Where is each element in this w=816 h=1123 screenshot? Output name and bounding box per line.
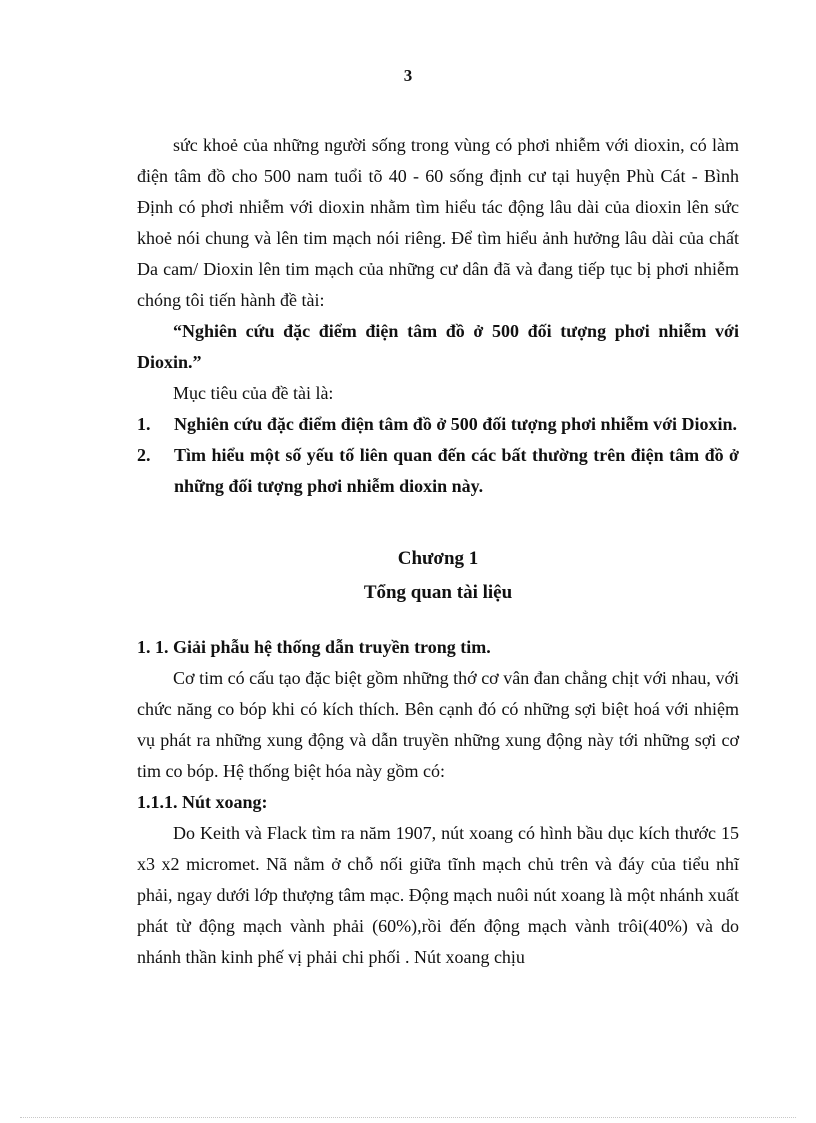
objective-number: 1. [137,414,151,434]
subsection-heading: 1.1.1. Nút xoang: [137,792,268,812]
page-number: 3 [403,66,413,85]
subsection-paragraph: Do Keith và Flack tìm ra năm 1907, nút xoang có hình bầu dục kích thước 15 x3 x2 micromet. Nã nằm ở chỗ nối giữa tĩnh mạch chủ trên và đáy của tiểu nhĩ phải, ngay dưới lớp thượng tâm mạc. Động mạch nuôi nút xoang là một nhánh xuất phát từ động mạch vành phải (60%),rồi đến động mạch vành trôi(40%) và do nhánh thần kinh phế vị phải chi phối . Nút xoang chịu [137,823,739,967]
section-paragraph: Cơ tim có cấu tạo đặc biệt gồm những thớ cơ vân đan chẳng chịt với nhau, với chức năng co bóp khi có kích thích. Bên cạnh đó có những sợi biệt hoá với nhiệm vụ phát ra những xung động và dẫn truyền những xung động này tới những sợi cơ tim co bóp. Hệ thống biệt hóa này gồm có: [137,668,739,781]
intro-paragraph: sức khoẻ của những người sống trong vùng có phơi nhiễm với dioxin, có làm điện tâm đồ cho 500 nam tuổi tõ 40 - 60 sống định cư tại huyện Phù Cát - Bình Định có phơi nhiễm với dioxin nhằm tìm hiểu tác động lâu dài của dioxin lên sức khoẻ nói chung và lên tim mạch nói riêng. Để tìm hiểu ảnh hưởng lâu dài của chất Da cam/ Dioxin lên tim mạch của những cư dân đã và đang tiếp tục bị phơi nhiễm chóng tôi tiến hành đề tài: [137,135,739,310]
objective-item [137,440,739,502]
chapter-number: Chương 1 [397,548,479,569]
objective-text: Tìm hiểu một số yếu tố liên quan đến các bất thường trên điện tâm đồ ở những đối tượng phơi nhiễm dioxin này. [174,445,739,496]
objective-item [137,409,739,440]
page-bottom-divider [20,1117,796,1118]
objectives-label: Mục tiêu của đề tài là: [173,383,334,403]
page-body [137,130,739,973]
thesis-title: “Nghiên cứu đặc điểm điện tâm đồ ở 500 đối tượng phơi nhiễm với Dioxin.” [137,321,739,372]
objective-number: 2. [137,445,151,465]
objective-text: Nghiên cứu đặc điểm điện tâm đồ ở 500 đối tượng phơi nhiễm với Dioxin. [174,414,738,434]
section-heading: 1. 1. Giải phẫu hệ thống dẫn truyền trong tim. [137,637,491,657]
chapter-title: Tổng quan tài liệu [363,582,513,603]
